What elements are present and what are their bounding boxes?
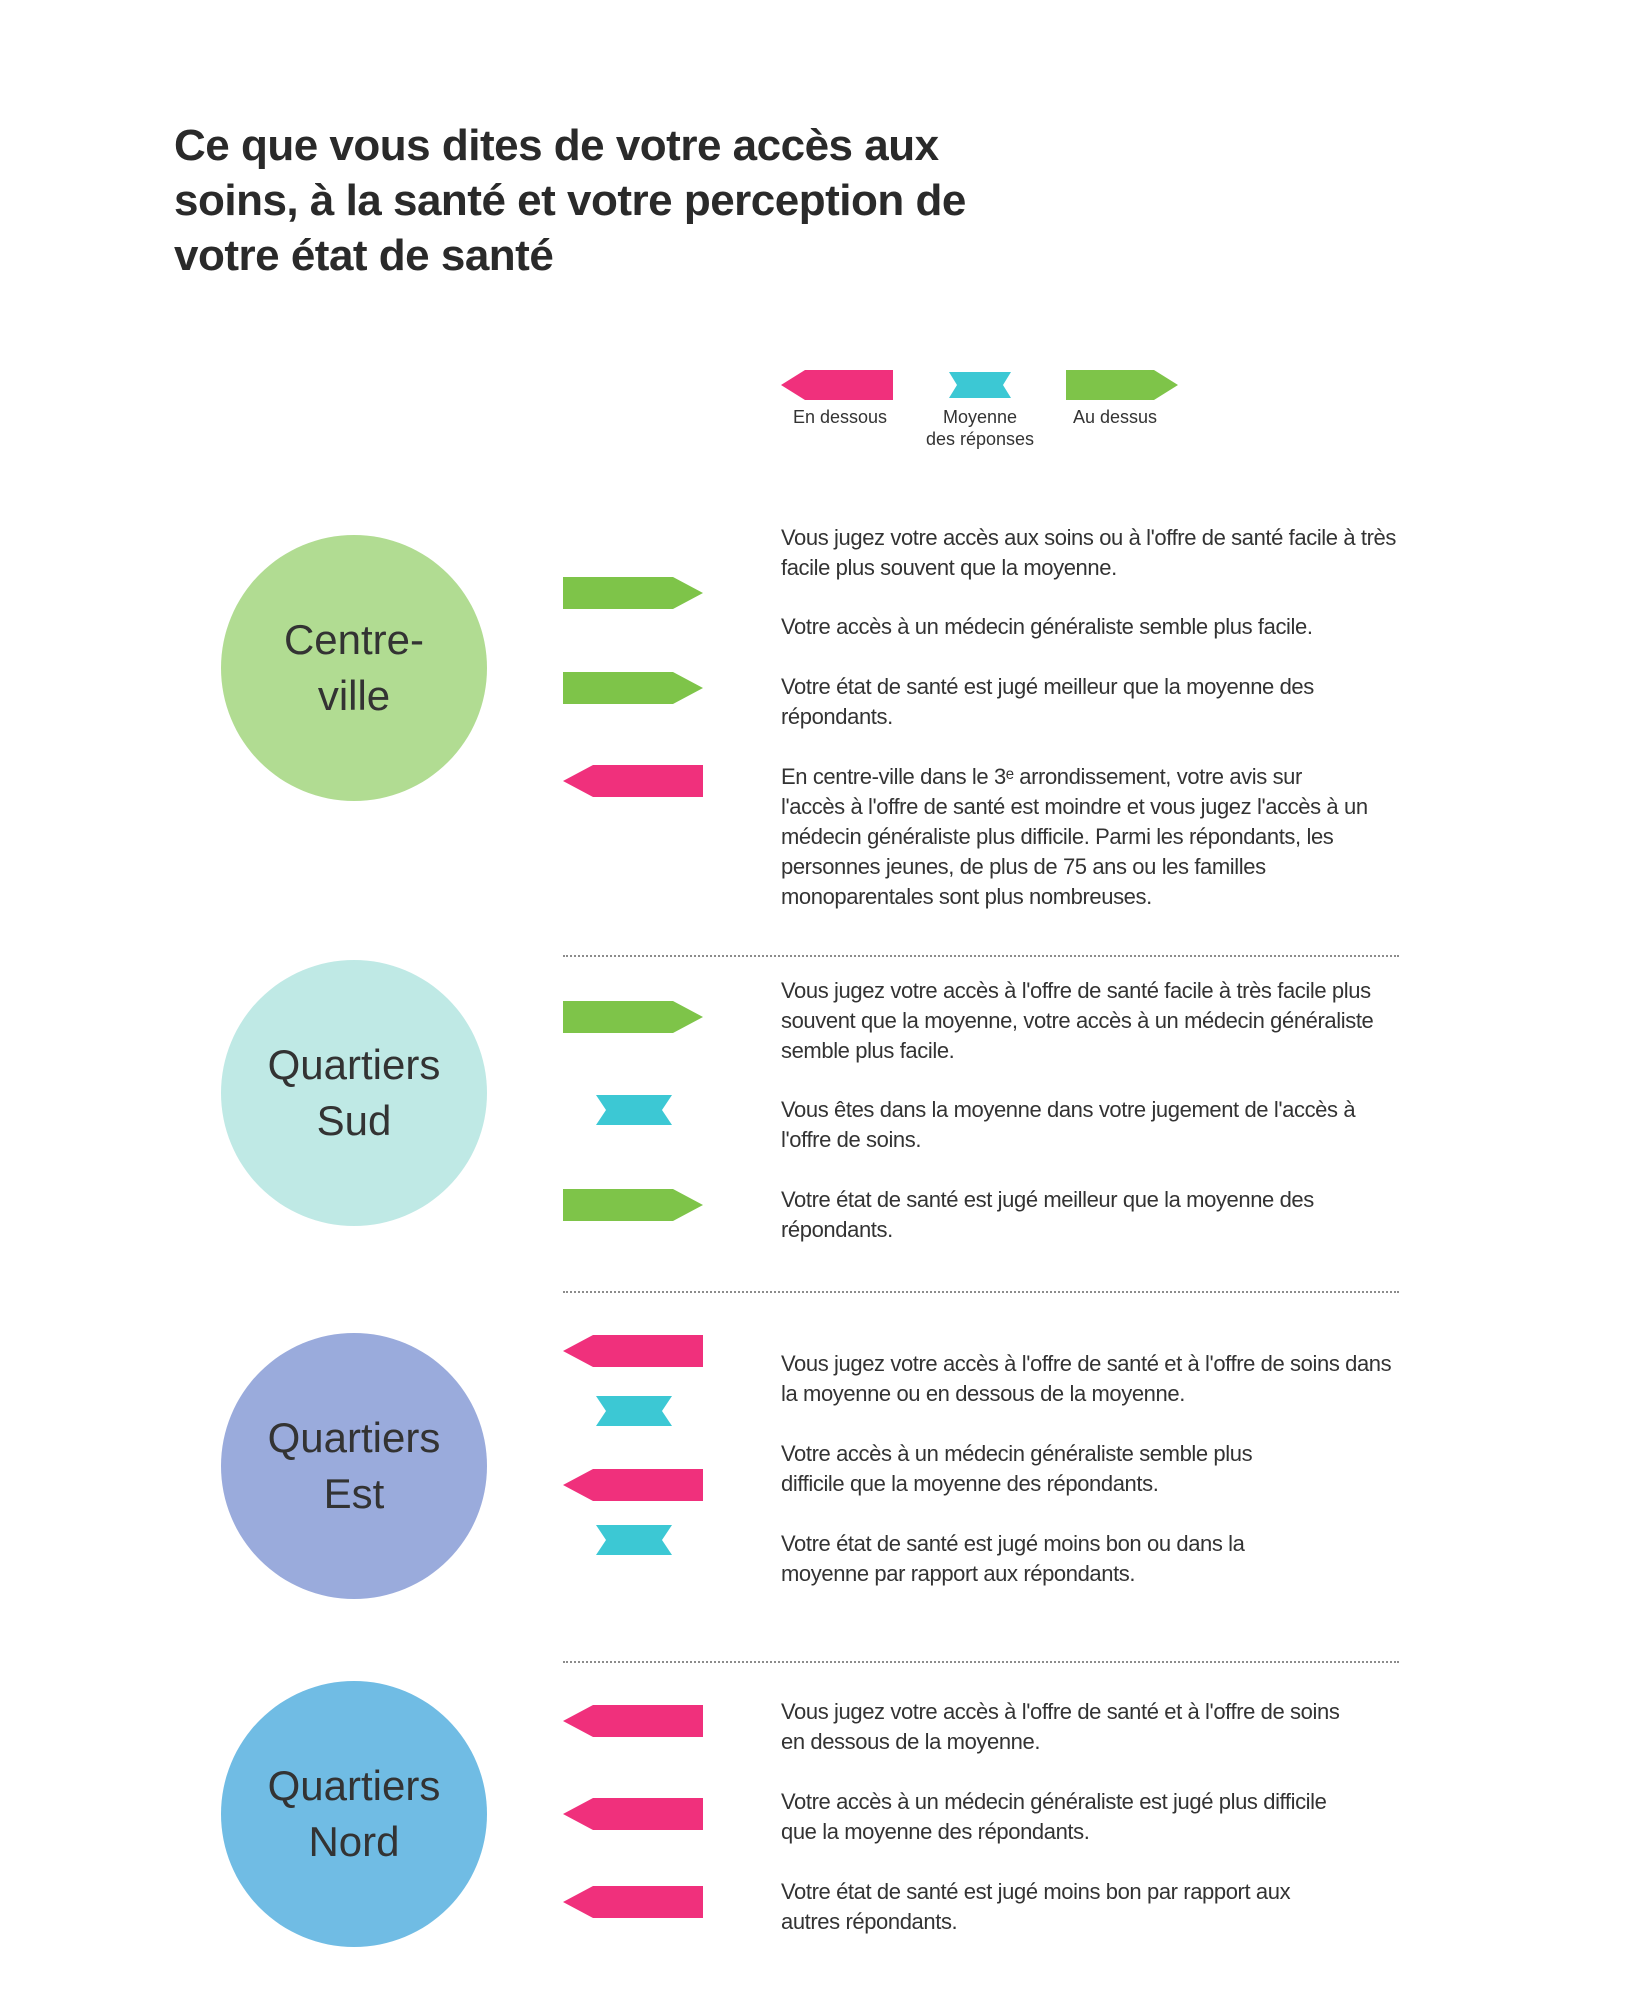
indicator-below-shape: [563, 765, 703, 797]
section-divider: [563, 955, 1399, 957]
finding-text: Votre accès à un médecin généraliste est jugé plus difficile que la moyenne des répondants.: [781, 1789, 1327, 1844]
indicator-below-icon: [563, 763, 703, 799]
indicator-average-icon: [596, 1093, 672, 1127]
district-name-line1: Quartiers: [267, 1041, 441, 1088]
indicator-below-icon: [563, 1884, 703, 1920]
finding-text: Vous jugez votre accès à l'offre de santé facile à très facile plus souvent que la moyenne, votre accès à un médecin généraliste semble plus facile.: [781, 978, 1374, 1063]
indicator-average-shape: [596, 1525, 672, 1555]
legend-average-icon: [949, 370, 1011, 400]
legend-average-label-line2: des réponses: [925, 429, 1035, 449]
district-centre-ville: [221, 535, 487, 801]
district-name-line1: Quartiers: [267, 1762, 441, 1809]
finding-text: Vous jugez votre accès à l'offre de santé et à l'offre de soins en dessous de la moyenne.: [781, 1699, 1340, 1754]
indicator-above-icon: [563, 1187, 703, 1223]
indicator-above-shape: [563, 1189, 703, 1221]
finding-text: Votre état de santé est jugé moins bon par rapport aux autres répondants.: [781, 1879, 1291, 1934]
indicator-above-icon: [563, 575, 703, 611]
indicator-below-icon: [563, 1703, 703, 1739]
finding-text: Votre état de santé est jugé meilleur que la moyenne des répondants.: [781, 674, 1314, 729]
district-quartiers-est: [221, 1333, 487, 1599]
indicator-below-icon: [563, 1467, 703, 1503]
district-name-line2: Nord: [308, 1818, 400, 1865]
legend-above-label: Au dessus: [1072, 407, 1158, 427]
finding-text: Votre état de santé est jugé moins bon ou dans la moyenne par rapport aux répondants.: [781, 1531, 1245, 1586]
indicator-above-icon: [563, 999, 703, 1035]
indicator-above-icon: [563, 670, 703, 706]
legend-above-icon: [1066, 368, 1178, 402]
indicator-below-icon: [563, 1333, 703, 1369]
indicator-below-shape: [563, 1335, 703, 1367]
finding-text: Vous jugez votre accès aux soins ou à l'offre de santé facile à très facile plus souvent que la moyenne.: [781, 525, 1396, 580]
legend-average-label: [900, 406, 1060, 450]
indicator-below-shape: [563, 1886, 703, 1918]
indicator-average-icon: [596, 1394, 672, 1428]
finding-text: Votre accès à un médecin généraliste semble plus difficile que la moyenne des répondants.: [781, 1441, 1253, 1496]
legend-average-label-line1: Moyenne: [942, 407, 1018, 427]
indicator-below-shape: [563, 1469, 703, 1501]
indicator-below-shape: [563, 1798, 703, 1830]
indicator-average-icon: [596, 1523, 672, 1557]
district-name-line1: Quartiers: [267, 1414, 441, 1461]
finding-text: En centre-ville dans le 3ᵉ arrondissement, votre avis sur l'accès à l'offre de santé est moindre et vous jugez l'accès à un médecin généraliste plus difficile. Parmi les répondants, les personnes jeunes, de plus de 75 ans ou les familles monoparentales sont plus nombreuses.: [781, 764, 1368, 909]
indicator-below-icon: [563, 1796, 703, 1832]
district-name-line2: ville: [317, 672, 391, 719]
district-name-line1: Centre-: [283, 616, 425, 663]
finding-text: Vous jugez votre accès à l'offre de santé et à l'offre de soins dans la moyenne ou en dessous de la moyenne.: [781, 1351, 1392, 1406]
district-name-line2: Sud: [316, 1097, 392, 1144]
finding-text: Votre accès à un médecin généraliste semble plus facile.: [781, 614, 1313, 639]
indicator-average-shape: [596, 1095, 672, 1125]
legend-below-label: En dessous: [792, 407, 888, 427]
indicator-below-shape: [563, 1705, 703, 1737]
page-title: Ce que vous dites de votre accès aux soins, à la santé et votre perception de votre état de santé: [174, 121, 966, 280]
section-divider: [563, 1661, 1399, 1663]
district-name-line2: Est: [323, 1470, 385, 1517]
finding-text: Vous êtes dans la moyenne dans votre jugement de l'accès à l'offre de soins.: [781, 1097, 1356, 1152]
district-quartiers-sud: [221, 960, 487, 1226]
district-quartiers-nord: [221, 1681, 487, 1947]
indicator-average-shape: [596, 1396, 672, 1426]
indicator-above-shape: [563, 1001, 703, 1033]
section-divider: [563, 1291, 1399, 1293]
indicator-above-shape: [563, 577, 703, 609]
finding-text: Votre état de santé est jugé meilleur que la moyenne des répondants.: [781, 1187, 1314, 1242]
legend-below-icon: [781, 368, 893, 402]
indicator-above-shape: [563, 672, 703, 704]
